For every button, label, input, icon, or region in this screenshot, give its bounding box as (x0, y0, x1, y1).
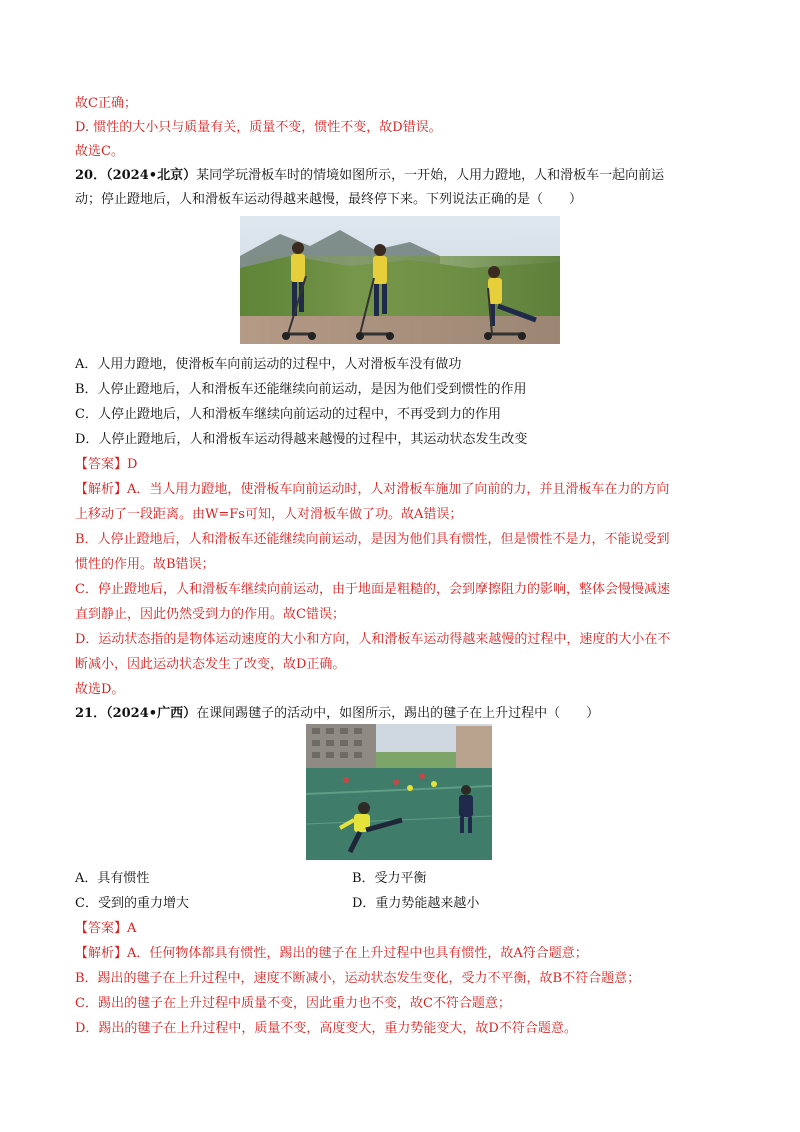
scooter-photo-illustration (240, 216, 560, 344)
q21-source: （2024•广西） (106, 706, 197, 721)
q20-analysis-line3: B．人停止蹬地后，人和滑板车还能继续向前运动，是因为他们具有惯性，但是惯性不是力，不能说受到 (75, 532, 670, 547)
q21-answer-label: 【答案】 (75, 921, 128, 936)
shuttlecock-photo-illustration (306, 724, 492, 860)
q21-answer (75, 920, 136, 938)
prev-analysis-d: D. 惯性的大小只与质量有关，质量不变，惯性不变，故D错误。 (75, 120, 442, 135)
q20-stem-line2: 动；停止蹬地后，人和滑板车运动得越来越慢，最终停下来。下列说法正确的是（ ） (75, 192, 583, 207)
q20-analysis-line8: 断减小，因此运动状态发生了改变，故D正确。 (75, 657, 346, 672)
q21-option-b: B．受力平衡 (352, 871, 427, 886)
q20-analysis-text1: A．当人用力蹬地，使滑板车向前运动时，人对滑板车施加了向前的力，并且滑板车在力的方向 (127, 482, 670, 497)
q20-analysis-line5: C．停止蹬地后，人和滑板车继续向前运动，由于地面是粗糙的，会到摩擦阻力的影响，整体会慢慢减速 (75, 582, 670, 597)
q21-option-d: D．重力势能越来越小 (352, 896, 480, 911)
q21-stem (75, 705, 599, 723)
q21-number: 21． (75, 706, 107, 721)
q21-option-a: A．具有惯性 (75, 871, 150, 886)
q20-analysis-line7: D．运动状态指的是物体运动速度的大小和方向，人和滑板车运动得越来越慢的过程中，速度的大小在不 (75, 632, 671, 647)
prev-answer-c: 故C正确； (75, 96, 137, 111)
q21-analysis-line2: B．踢出的毽子在上升过程中，速度不断减小，运动状态发生变化，受力不平衡，故B不符合题意； (75, 971, 641, 986)
q20-answer (75, 456, 137, 474)
q21-analysis-line3: C．踢出的毽子在上升过程中质量不变，因此重力也不变，故C不符合题意； (75, 996, 511, 1011)
q20-conclusion: 故选D。 (75, 682, 125, 697)
prev-conclusion: 故选C。 (75, 144, 124, 159)
q20-analysis-label: 【解析】 (75, 482, 128, 497)
q20-analysis-line6: 直到静止，因此仍然受到力的作用。故C错误； (75, 607, 345, 622)
q20-option-a: A．人用力蹬地，使滑板车向前运动的过程中，人对滑板车没有做功 (75, 357, 462, 372)
q20-answer-value: D (127, 457, 138, 472)
q21-option-c: C．受到的重力增大 (75, 896, 189, 911)
q20-option-d: D．人停止蹬地后，人和滑板车运动得越来越慢的过程中，其运动状态发生改变 (75, 432, 528, 447)
q20-analysis-line4: 惯性的作用。故B错误； (75, 557, 215, 572)
q20-analysis-line1 (75, 481, 669, 499)
q21-analysis-line4: D．踢出的毽子在上升过程中，质量不变，高度变大，重力势能变大，故D不符合题意。 (75, 1021, 577, 1036)
q20-option-b: B．人停止蹬地后，人和滑板车还能继续向前运动，是因为他们受到惯性的作用 (75, 382, 527, 397)
q21-analysis-line1 (75, 945, 588, 963)
q21-analysis-text1: A．任何物体都具有惯性，踢出的毽子在上升过程中也具有惯性，故A符合题意； (127, 946, 588, 961)
q20-number: 20． (75, 168, 107, 183)
q20-source: （2024•北京） (106, 168, 197, 183)
q20-answer-label: 【答案】 (75, 457, 128, 472)
shuttlecock-photo (306, 724, 492, 860)
q21-answer-value: A (127, 921, 137, 936)
q20-stem-line1 (75, 167, 664, 185)
q20-stem-text1: 某同学玩滑板车时的情境如图所示，一开始，人用力蹬地，人和滑板车一起向前运 (196, 168, 665, 183)
q20-analysis-line2: 上移动了一段距离。由W=Fs可知，人对滑板车做了功。故A错误； (75, 507, 463, 522)
scooter-photo (240, 216, 560, 344)
q21-stem-text: 在课间踢毽子的活动中，如图所示，踢出的毽子在上升过程中（ ） (196, 706, 600, 721)
q21-analysis-label: 【解析】 (75, 946, 128, 961)
q20-option-c: C．人停止蹬地后，人和滑板车继续向前运动的过程中，不再受到力的作用 (75, 407, 501, 422)
